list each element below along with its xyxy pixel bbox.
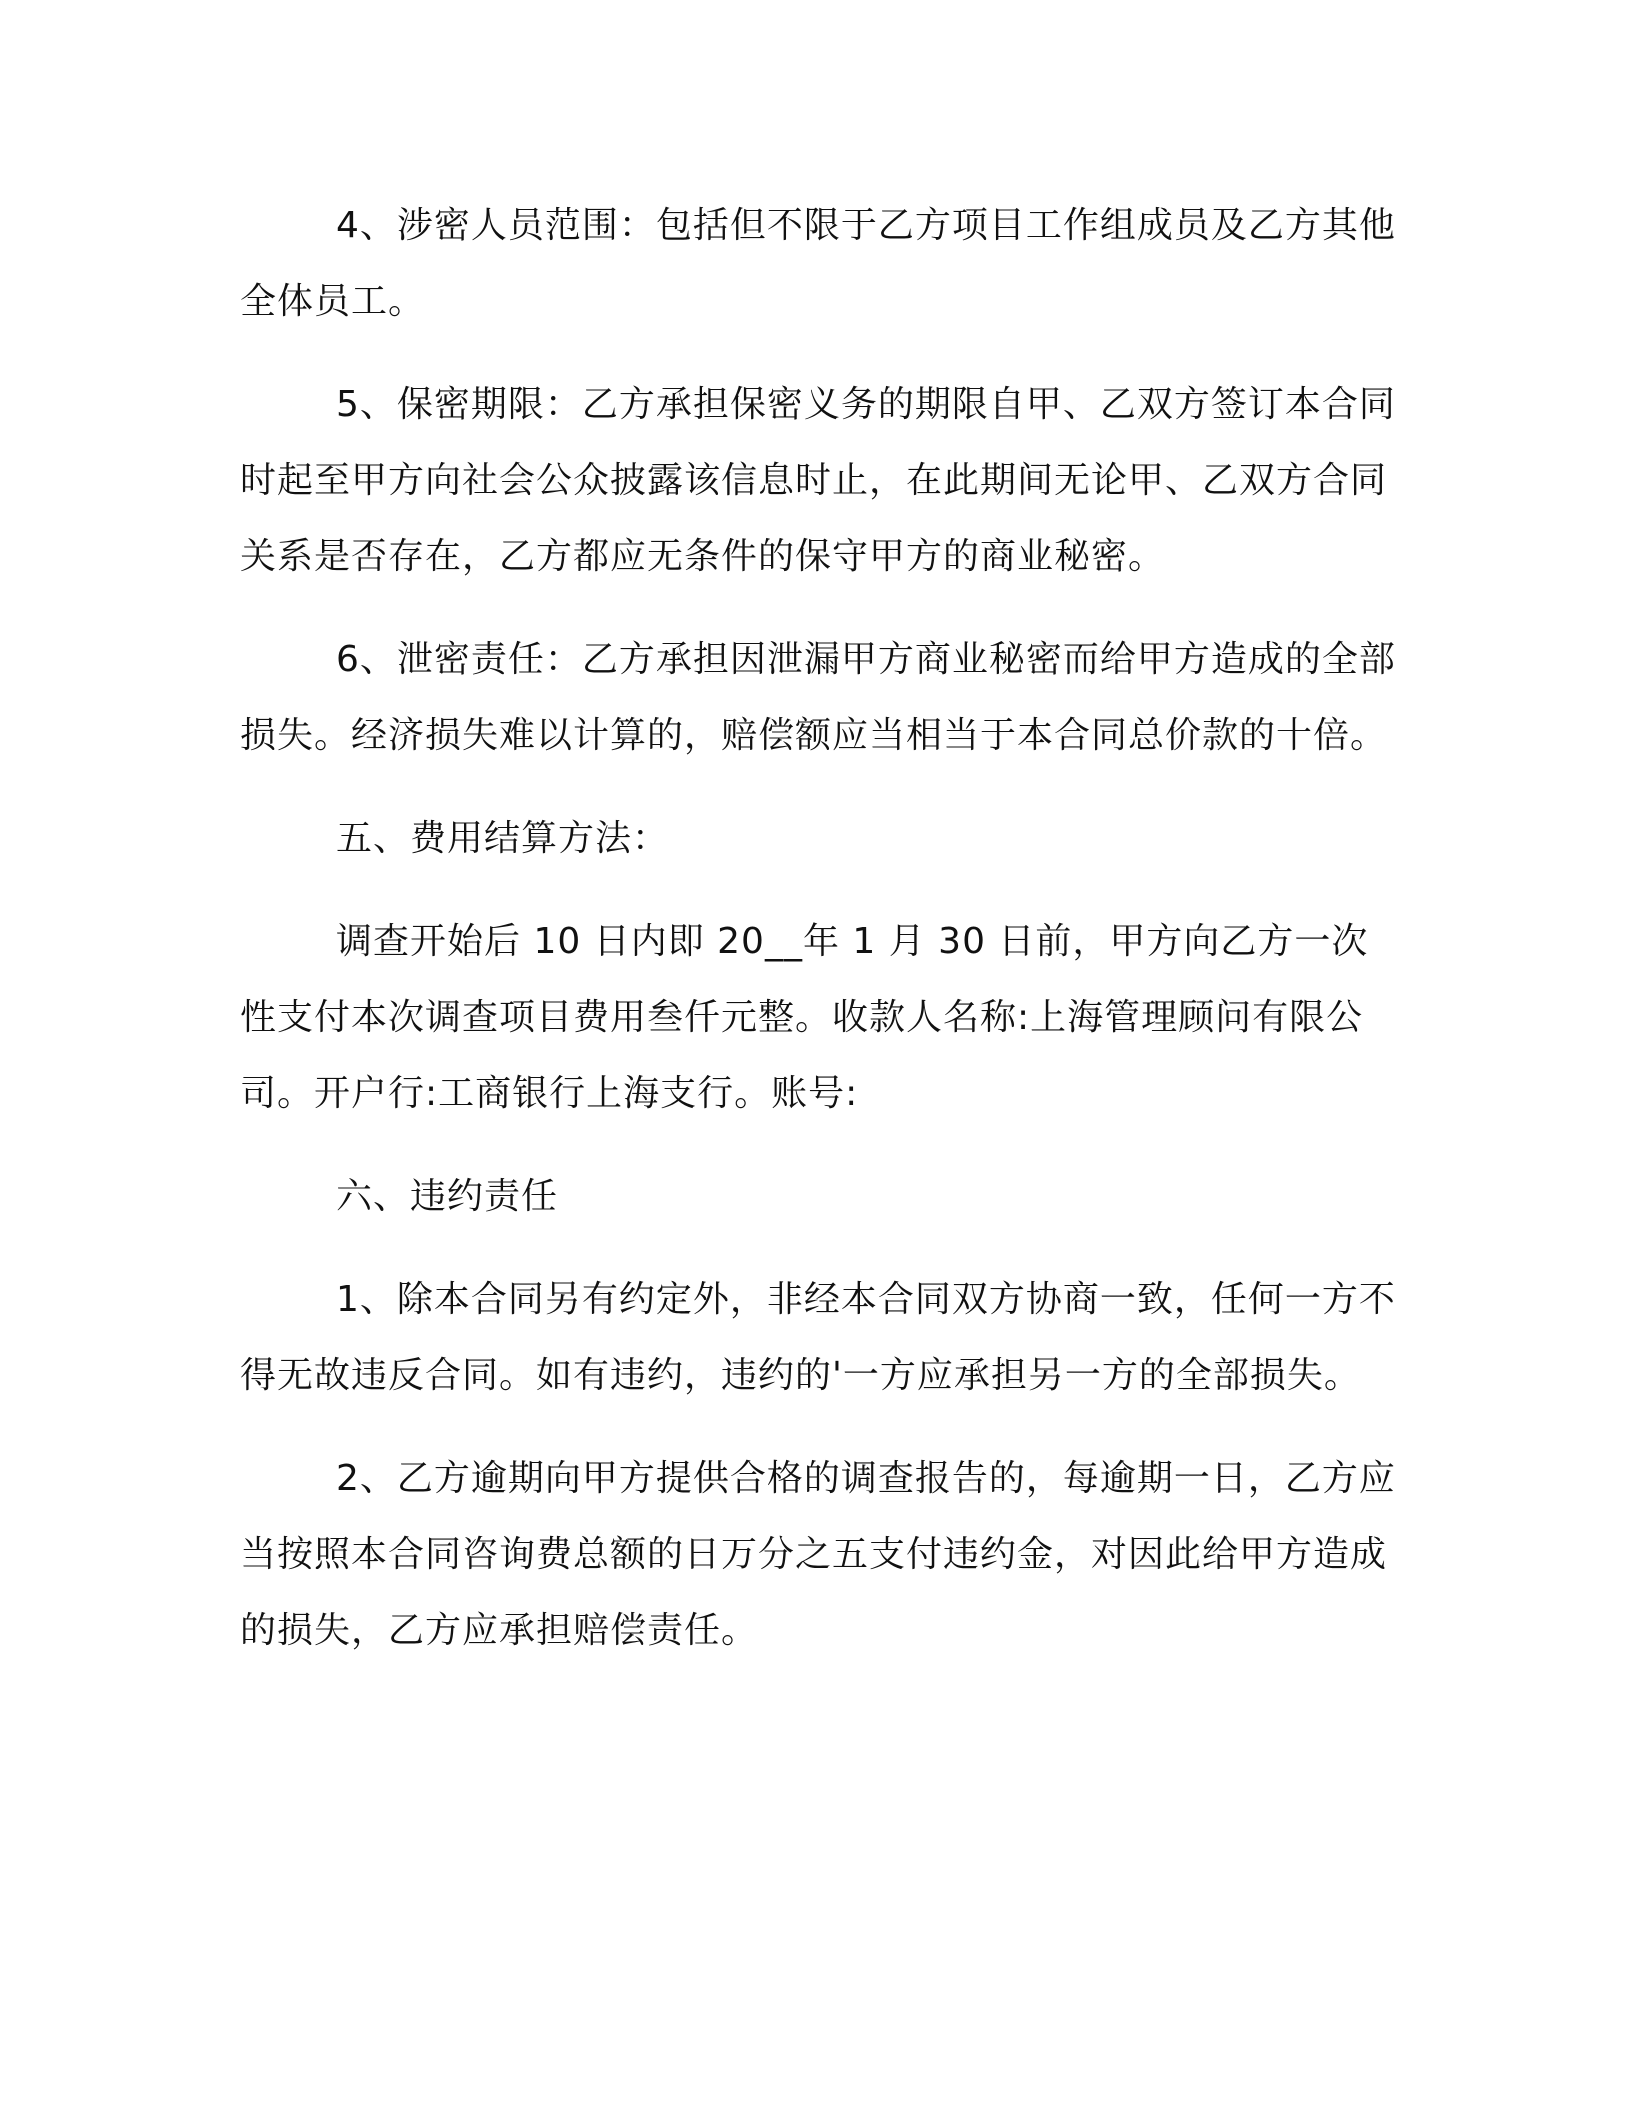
section-heading-breach-liability: 六、违约责任 xyxy=(336,1176,559,1217)
section-heading-fee-settlement: 五、费用结算方法： xyxy=(336,818,670,859)
clause-payment-terms: 调查开始后 10 日内即 20__年 1 月 30 日前，甲方向乙方一次性支付本次调查项目费用叁仟元整。收款人名称:上海管理顾问有限公司。开户行:工商银行上海支行。账号: xyxy=(240,921,1369,1114)
clause-breach-general: 1、除本合同另有约定外，非经本合同双方协商一致，任何一方不得无故违反合同。如有违约，违约的'一方应承担另一方的全部损失。 xyxy=(240,1279,1396,1396)
clause-leak-liability: 6、泄密责任：乙方承担因泄漏甲方商业秘密而给甲方造成的全部损失。经济损失难以计算的，赔偿额应当相当于本合同总价款的十倍。 xyxy=(240,639,1396,756)
document-body xyxy=(240,188,1400,1696)
clause-confidentiality-period: 5、保密期限：乙方承担保密义务的期限自甲、乙双方签订本合同时起至甲方向社会公众披露该信息时止，在此期间无论甲、乙双方合同关系是否存在，乙方都应无条件的保守甲方的商业秘密。 xyxy=(240,384,1396,577)
clause-confidential-personnel: 4、涉密人员范围：包括但不限于乙方项目工作组成员及乙方其他全体员工。 xyxy=(240,205,1396,322)
clause-late-report-penalty: 2、乙方逾期向甲方提供合格的调查报告的，每逾期一日，乙方应当按照本合同咨询费总额的日万分之五支付违约金，对因此给甲方造成的损失，乙方应承担赔偿责任。 xyxy=(240,1458,1396,1651)
